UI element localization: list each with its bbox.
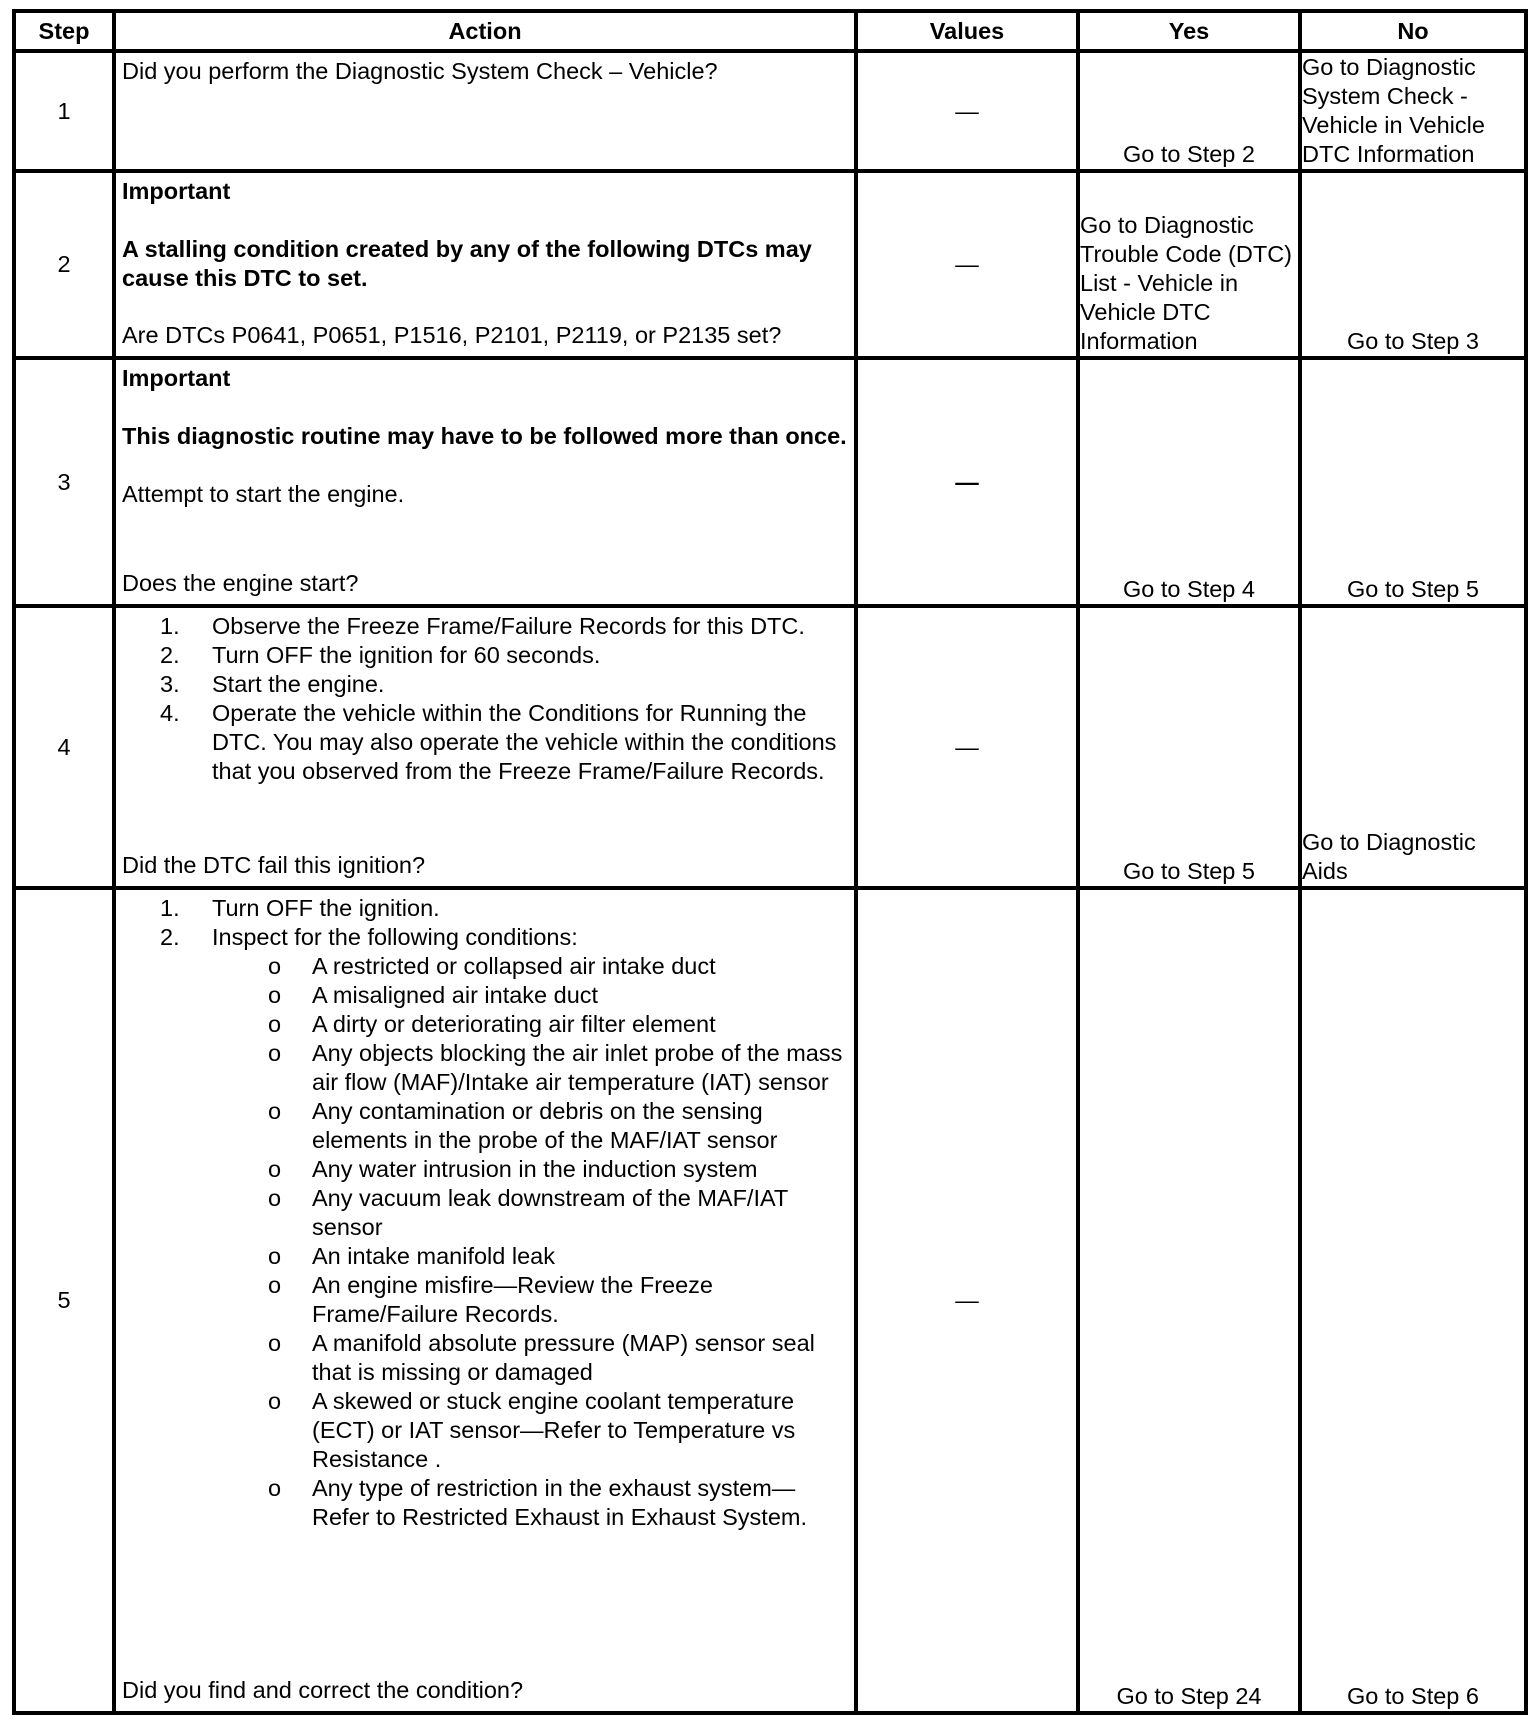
important-label: Important (122, 365, 231, 391)
list-item: 2. Turn OFF the ignition for 60 seconds. (160, 642, 601, 668)
question-text: Does the engine start? (122, 570, 359, 596)
step-number: 4 (14, 606, 114, 888)
header-row (14, 11, 1526, 51)
question-text: Did the DTC fail this ignition? (122, 852, 426, 878)
question-text: Did you find and correct the condition? (122, 1677, 524, 1703)
value-text: — (955, 1287, 979, 1313)
table-row-step-2 (14, 171, 1526, 358)
value-text: — (955, 733, 979, 760)
action-cell (114, 888, 856, 1713)
diagnostic-table (12, 9, 1528, 1715)
step-number: 1 (14, 51, 114, 171)
procedure-list (122, 894, 848, 1532)
value-text: — (955, 97, 979, 124)
important-text: A stalling condition created by any of the following DTCs may cause this DTC to set. (122, 236, 812, 291)
header-yes: Yes (1078, 11, 1300, 51)
yes-cell: Go to Step 5 (1078, 606, 1300, 888)
header-values: Values (856, 11, 1078, 51)
list-item: 1. Turn OFF the ignition. (160, 895, 440, 921)
important-text: This diagnostic routine may have to be followed more than once. (122, 423, 847, 449)
header-action: Action (114, 11, 856, 51)
no-cell: Go to Step 5 (1300, 358, 1526, 606)
conditions-list (212, 952, 848, 1532)
values-cell (856, 888, 1078, 1713)
yes-cell: Go to Step 4 (1078, 358, 1300, 606)
condition-item: o A restricted or collapsed air intake duct (312, 952, 848, 981)
condition-item: o Any water intrusion in the induction system (312, 1155, 848, 1184)
table-row-step-4 (14, 606, 1526, 888)
condition-item: o A manifold absolute pressure (MAP) sensor seal that is missing or damaged (312, 1329, 848, 1387)
values-cell (856, 171, 1078, 358)
condition-item: o An engine misfire—Review the Freeze Frame/Failure Records. (312, 1271, 848, 1329)
action-cell (114, 51, 856, 171)
yes-cell: Go to Step 2 (1078, 51, 1300, 171)
header-no: No (1300, 11, 1526, 51)
condition-item: o A dirty or deteriorating air filter element (312, 1010, 848, 1039)
values-cell (856, 51, 1078, 171)
values-cell (856, 606, 1078, 888)
condition-item: o An intake manifold leak (312, 1242, 848, 1271)
step-number: 2 (14, 171, 114, 358)
question-text: Are DTCs P0641, P0651, P1516, P2101, P2119, or P2135 set? (122, 322, 782, 348)
yes-cell: Go to Diagnostic Trouble Code (DTC) List - Vehicle in Vehicle DTC Information (1078, 171, 1300, 358)
table-row-step-1 (14, 51, 1526, 171)
condition-item: o Any objects blocking the air inlet probe of the mass air flow (MAF)/Intake air temperature (IAT) sensor (312, 1039, 848, 1097)
step-number: 3 (14, 358, 114, 606)
no-cell: Go to Step 6 (1300, 888, 1526, 1713)
instruction-text: Attempt to start the engine. (122, 481, 405, 507)
header-step: Step (14, 11, 114, 51)
condition-item: o A skewed or stuck engine coolant temperature (ECT) or IAT sensor—Refer to Temperature vs Resistance . (312, 1387, 848, 1474)
no-cell: Go to Diagnostic System Check - Vehicle in Vehicle DTC Information (1300, 51, 1526, 171)
action-cell (114, 606, 856, 888)
list-item: 1. Observe the Freeze Frame/Failure Records for this DTC. (160, 613, 805, 639)
no-cell: Go to Diagnostic Aids (1300, 606, 1526, 888)
procedure-list (122, 612, 848, 786)
step-number: 5 (14, 888, 114, 1713)
table-row-step-3 (14, 358, 1526, 606)
question-text: Did you perform the Diagnostic System Check – Vehicle? (122, 58, 718, 84)
no-cell: Go to Step 3 (1300, 171, 1526, 358)
condition-item: o A misaligned air intake duct (312, 981, 848, 1010)
condition-item: o Any type of restriction in the exhaust system—Refer to Restricted Exhaust in Exhaust System. (312, 1474, 848, 1532)
yes-cell: Go to Step 24 (1078, 888, 1300, 1713)
value-text: — (955, 251, 979, 277)
condition-item: o Any contamination or debris on the sensing elements in the probe of the MAF/IAT sensor (312, 1097, 848, 1155)
list-item: 2. Inspect for the following conditions: o A restricted or collapsed air intake duct o A misaligned air intake duct o A dirty or deteriorating air filter element o Any objects blocking the air inlet probe of the mass air flow (MAF)/Intake air temperature (IAT) sensor o Any contamination or debris on the sensing elements in the probe of the MAF/IAT sensor o Any water intrusion in the induction system o Any vacuum leak downstream of the MAF/IAT sensor o An intake manifold leak o An engine misfire—Review the Freeze Frame/Failure Records. o A manifold absolute pressure (MAP) sensor seal that is missing or damaged o A skewed or stuck engine coolant temperature (ECT) or IAT sensor—Refer to Temperature vs Resistance . o Any type of restriction in the exhaust system—Refer to Restricted Exhaust in Exhaust System. (212, 923, 848, 1532)
action-cell (114, 358, 856, 606)
table-row-step-5 (14, 888, 1526, 1713)
list-item: 4. Operate the vehicle within the Conditions for Running the DTC. You may also operate the vehicle within the conditions that you observed from the Freeze Frame/Failure Records. (160, 700, 837, 784)
condition-item: o Any vacuum leak downstream of the MAF/IAT sensor (312, 1184, 848, 1242)
important-label: Important (122, 178, 231, 204)
action-cell (114, 171, 856, 358)
values-cell (856, 358, 1078, 606)
value-text: — (955, 468, 979, 495)
list-item: 3. Start the engine. (160, 671, 385, 697)
